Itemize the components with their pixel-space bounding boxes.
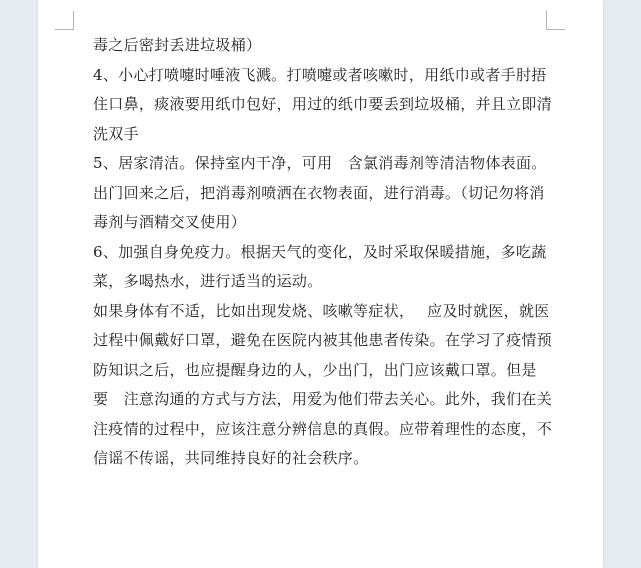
document-body[interactable] [93, 31, 553, 474]
text-line: 洗双手 [93, 124, 139, 143]
text-line: 要 注意沟通的方式与方法，用爱为他们带去关心。此外，我们在关 [93, 390, 553, 408]
text-line: 过程中佩戴好口罩，避免在医院内被其他患者传染。在学习了疫情预 [93, 331, 553, 349]
text-line: 出门回来之后，把消毒剂喷洒在衣物表面，进行消毒。（切记勿将消 [93, 183, 545, 202]
text-line: 信谣不传谣，共同维持良好的社会秩序。 [93, 449, 369, 467]
crop-mark-right [546, 11, 565, 30]
text-line: 住口鼻，痰液要用纸巾包好，用过的纸巾要丢到垃圾桶，并且立即清 [93, 95, 553, 113]
text-line: 防知识之后，也应提醒身边的人，少出门，出门应该戴口罩。但是 [93, 360, 537, 379]
text-line: 注疫情的过程中，应该注意分辨信息的真假。应带着理性的态度，不 [93, 419, 553, 438]
text-line: 菜，多喝热水，进行适当的运动。 [93, 272, 323, 290]
text-line: 6、加强自身免疫力。根据天气的变化，及时采取保暖措施，多吃蔬 [93, 242, 547, 261]
text-line: 5、居家清洁。保持室内干净，可用 含氯消毒剂等清洁物体表面。 [93, 154, 547, 172]
text-line: 毒之后密封丢进垃圾桶） [93, 36, 262, 54]
text-line: 毒剂与酒精交叉使用） [93, 213, 247, 231]
text-line: 4、小心打喷嚏时唾液飞溅。打喷嚏或者咳嗽时，用纸巾或者手肘捂 [93, 65, 547, 84]
text-line: 如果身体有不适，比如出现发烧、咳嗽等症状， 应及时就医，就医 [93, 301, 550, 320]
crop-mark-left [55, 11, 74, 30]
